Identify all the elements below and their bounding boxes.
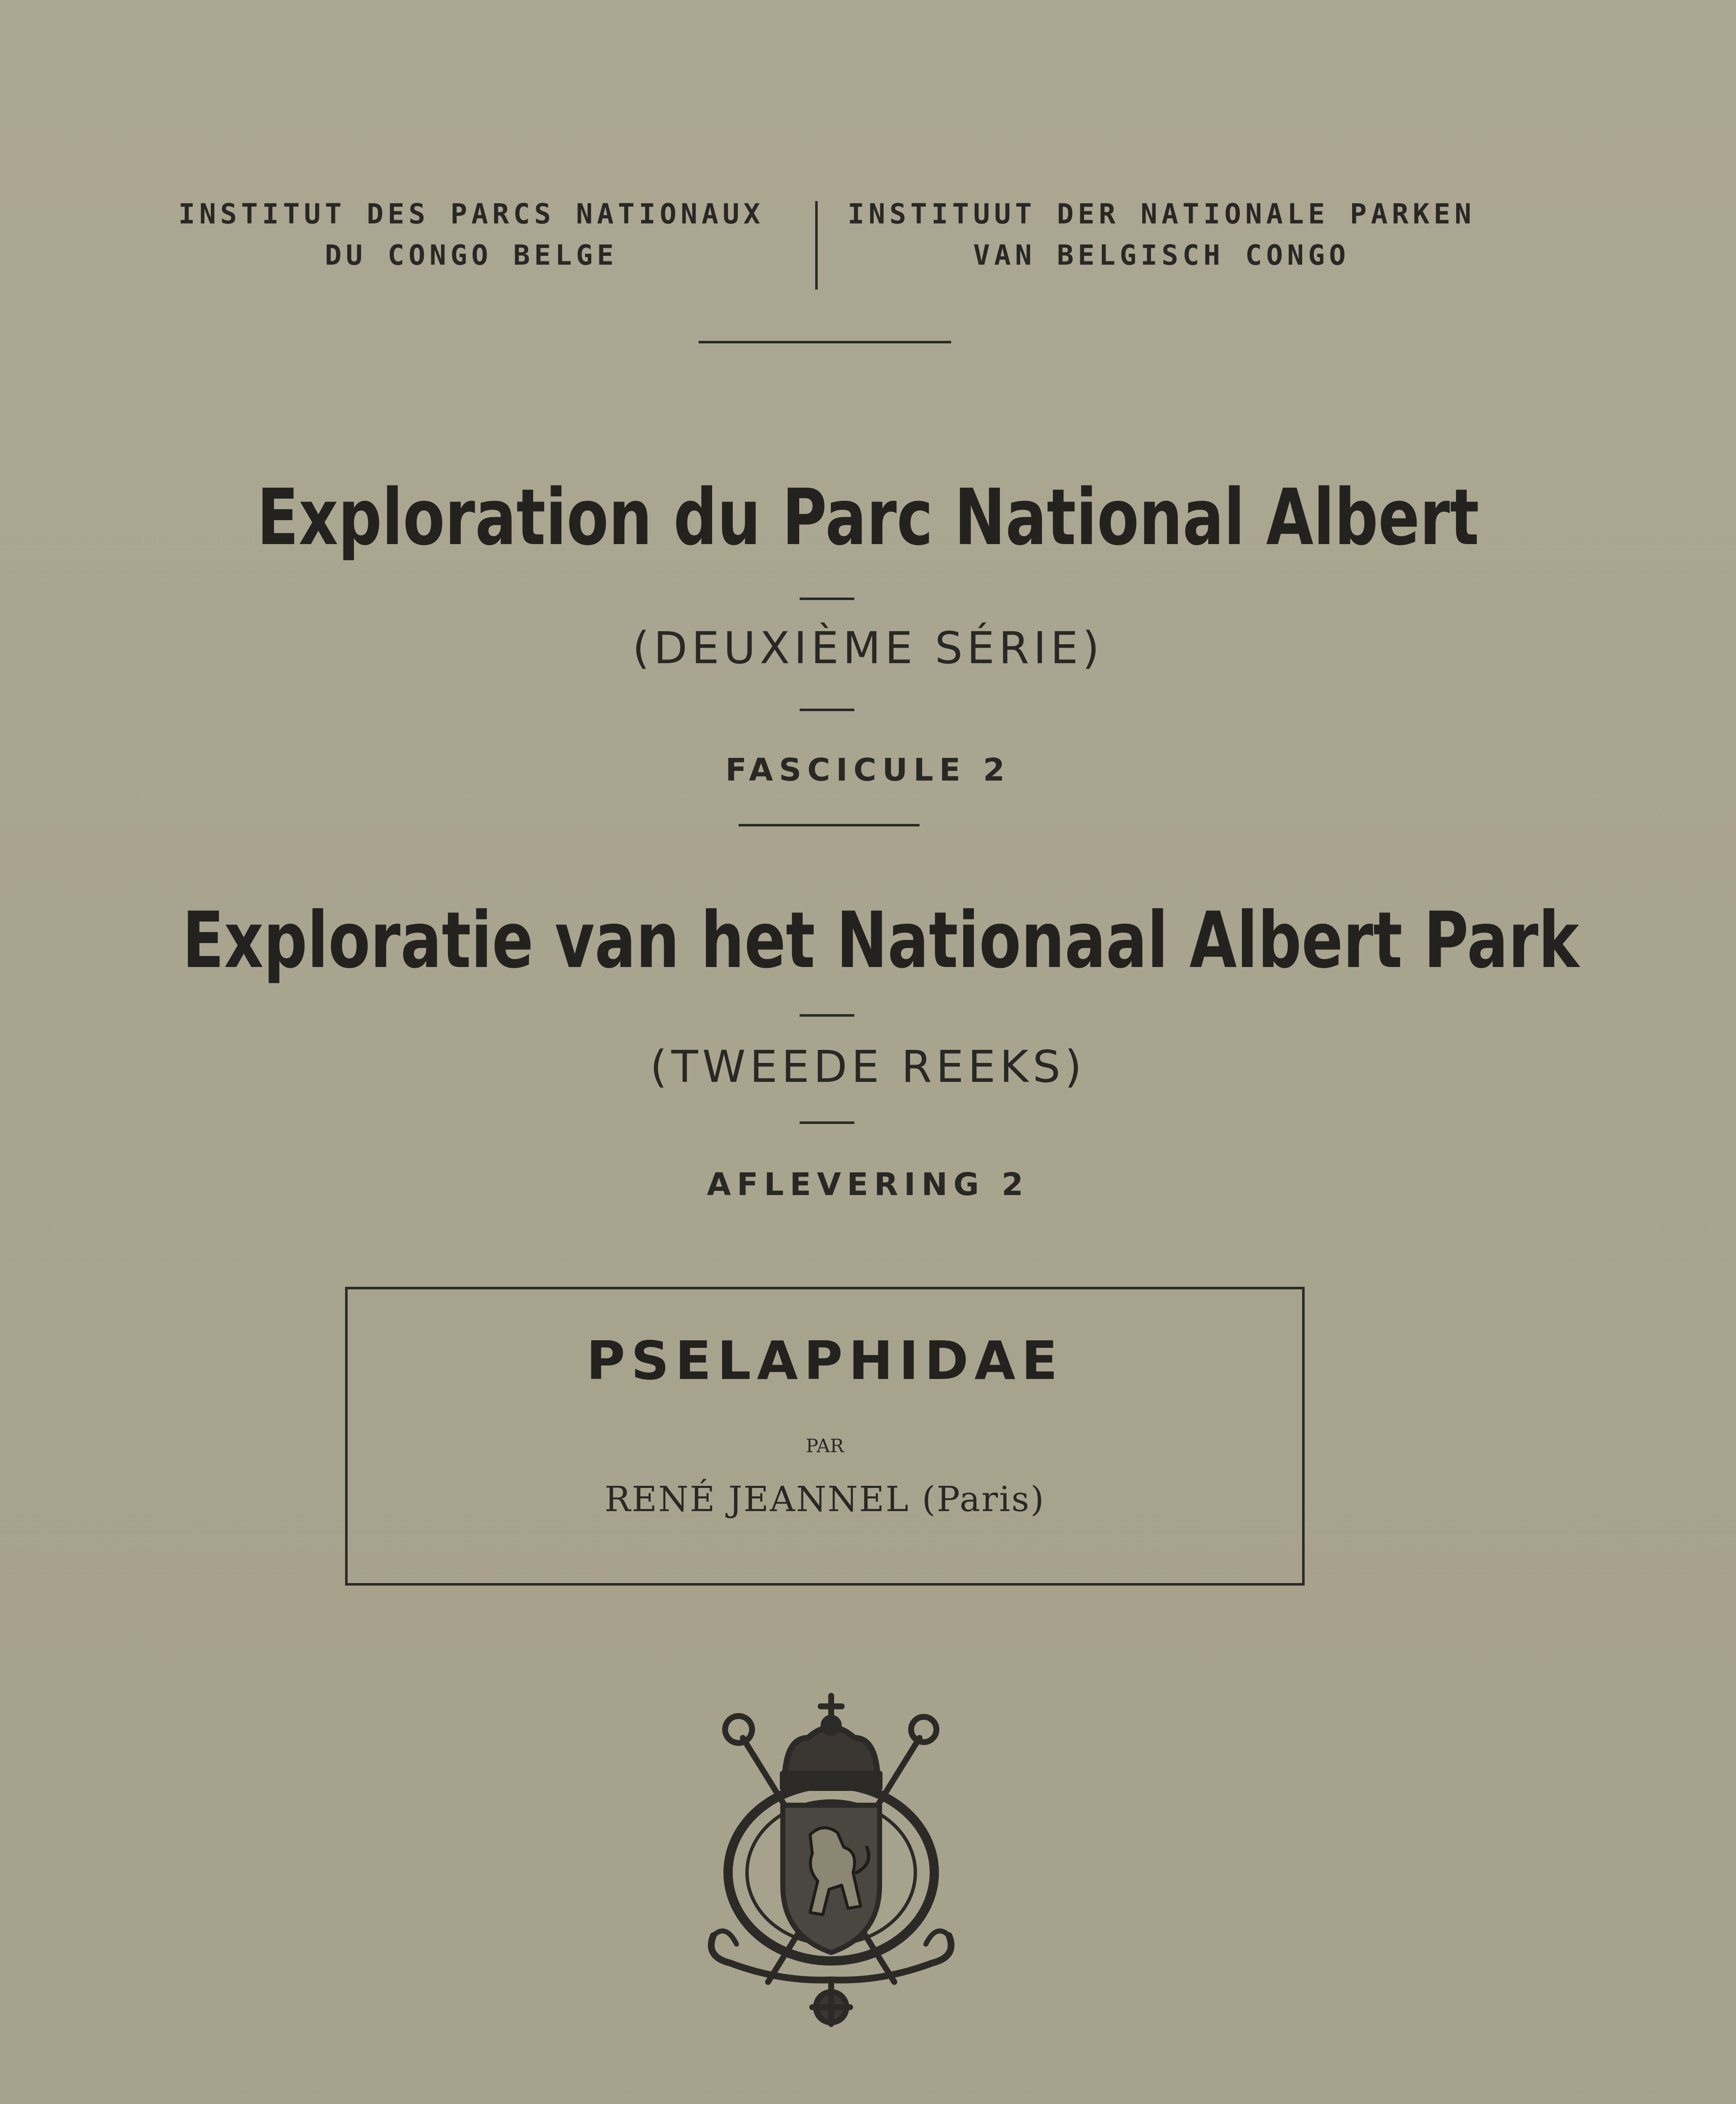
french-title: Exploration du Parc National Albert: [257, 473, 1479, 563]
separator-rule: [739, 824, 920, 826]
separator-rule: [800, 1121, 854, 1124]
dutch-series: (TWEEDE REEKS): [650, 1041, 1086, 1092]
institution-dutch: [825, 194, 1498, 276]
institution-french-line2: DU CONGO BELGE: [324, 239, 618, 271]
dutch-fascicle: AFLEVERING 2: [707, 1166, 1029, 1203]
article-box: [345, 1287, 1305, 1586]
article-title: PSELAPHIDAE: [586, 1330, 1063, 1392]
separator-rule: [800, 1014, 854, 1017]
article-par: PAR: [806, 1435, 844, 1457]
separator-rule: [800, 598, 854, 600]
french-series: (DEUXIÈME SÉRIE): [632, 622, 1104, 674]
article-author: RENÉ JEANNEL (Paris): [604, 1480, 1045, 1520]
institution-french-line1: INSTITUT DES PARCS NATIONAUX: [178, 198, 765, 230]
belgian-royal-coat-of-arms-icon: [697, 1687, 966, 2032]
separator-rule: [699, 341, 951, 343]
french-fascicle: FASCICULE 2: [725, 752, 1011, 788]
separator-rule: [800, 709, 854, 711]
institution-dutch-line2: VAN BELGISCH CONGO: [973, 239, 1350, 271]
dutch-title: Exploratie van het Nationaal Albert Park: [182, 895, 1579, 986]
header-divider: [815, 201, 818, 290]
institution-french: [152, 194, 791, 276]
institution-dutch-line1: INSTITUUT DER NATIONALE PARKEN: [847, 198, 1476, 230]
